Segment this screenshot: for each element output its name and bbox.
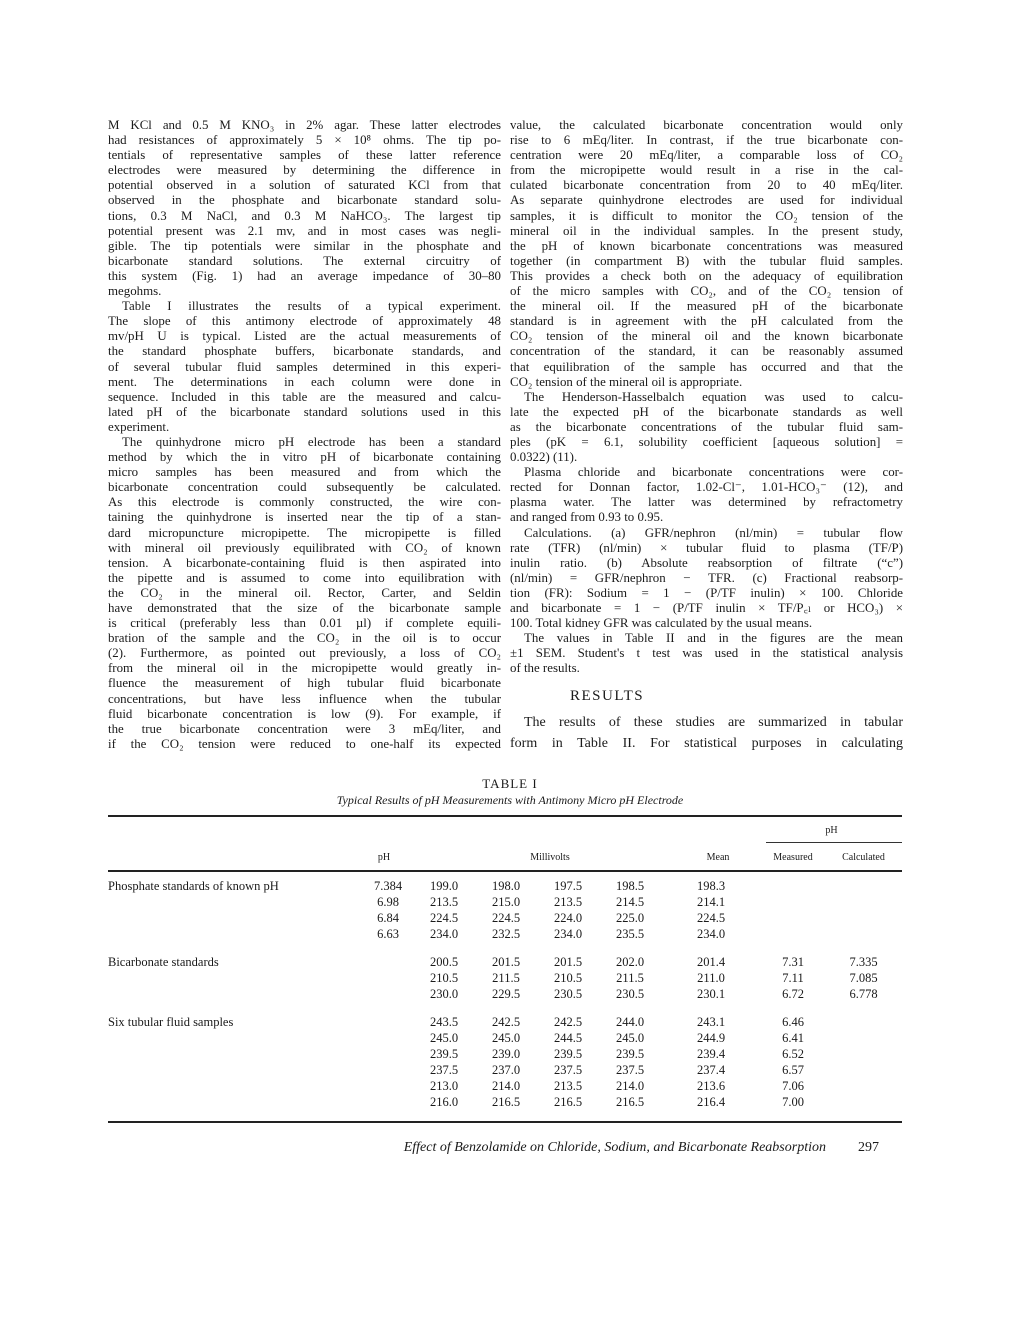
text-line: that equilibration of the sample has occurred and that the [510,359,903,374]
table-row [108,894,902,910]
millivolt-cell: 213.0 [429,1079,459,1093]
text-line: and bicarbonate = 1 − (P/TF inulin × TF/P꜀ₗ or HCO₃) × [510,601,903,615]
text-line: method by which the in vitro pH of bicarbonate containing [108,450,501,465]
calculated-ph-cell [825,1030,902,1046]
header-millivolts: Millivolts [530,852,570,863]
text-line: with mineral oil previously equilibrated with CO₂ of known [108,540,501,555]
spacer-cell [363,1002,413,1014]
group-spacer [108,1002,902,1014]
measured-ph-cell [761,894,825,910]
row-group-label [108,894,363,910]
text-line: experiment. [108,419,170,434]
calculated-ph-cell: 6.778 [849,987,878,1001]
calculated-ph-cell [825,1014,902,1030]
paragraph [108,118,501,299]
millivolt-cell: 200.5 [429,955,459,969]
millivolt-cell: 237.5 [429,1063,459,1077]
header-ph-group: pH [825,825,838,836]
text-line: M KCl and 0.5 M KNO₃ in 2% agar. These latter electrodes [108,118,501,132]
results-heading: RESULTS [570,688,645,704]
calculated-ph-cell [825,1078,902,1094]
millivolt-cell: 216.5 [491,1095,521,1109]
text-line: fluence the measurement of high tubular fluid bicarbonate [108,676,501,691]
millivolt-cell: 237.0 [491,1063,521,1077]
header-mean: Mean [706,852,730,863]
text-line: standard is in agreement with the pH calculated from the [510,314,903,329]
text-line: ples (pK = 6.1, solubility coefficient [aqueous solution] = [510,434,903,449]
text-line: bicarbonate concentration could subsequently be calculated. [108,480,501,495]
millivolt-cell: 244.0 [615,1015,645,1029]
text-line: and ranged from 0.93 to 0.95. [510,510,664,525]
group-spacer [108,942,902,954]
text-line: (nl/min) = GFR/nephron − TFR. (c) Fractional reabsorp- [510,570,903,585]
calculated-ph-cell [825,894,902,910]
millivolt-cell: 243.5 [429,1015,459,1029]
mean-cell: 239.4 [696,1047,726,1061]
text-line: form in Table II. For statistical purposes in calculating [510,736,903,751]
text-line: centration were 20 mEq/liter, a comparable loss of CO₂ [510,148,903,163]
text-line: sequence. Included in this table are the measured and calcu- [108,389,501,404]
measured-ph-cell [761,926,825,942]
spacer-cell [761,1002,825,1014]
table-title: TABLE I [482,776,538,791]
millivolt-cell: 202.0 [615,955,645,969]
measured-ph-cell: 7.31 [782,955,804,969]
text-line: mv/pH U is typical. Listed are the actual measurements of [108,329,501,344]
mean-cell: 243.1 [696,1015,726,1029]
paragraph [510,390,903,465]
mean-cell: 230.1 [696,987,726,1001]
millivolt-cell: 235.5 [615,927,645,941]
table-row [108,970,902,986]
millivolt-cell: 239.5 [429,1047,459,1061]
table-row [108,1094,902,1110]
ph-cell [363,1094,413,1110]
text-line: rate (TFR) (nl/min) × tubular fluid to plasma (TF/P) [510,540,903,555]
text-line: late the expected pH of the bicarbonate standards as well [510,404,903,419]
table-row [108,954,902,970]
millivolt-cell: 210.5 [553,971,583,985]
row-group-label [108,1046,363,1062]
ph-cell [363,1078,413,1094]
row-group-label [108,910,363,926]
header-measured: Measured [773,852,813,863]
text-line: lated pH of the bicarbonate standard solutions used in this [108,404,501,419]
millivolt-cell: 216.0 [429,1095,459,1109]
paragraph [108,299,501,435]
text-line: concentrations, but have less influence when the tubular [108,691,501,706]
spacer-cell [599,1002,661,1014]
text-line: The quinhydrone micro pH electrode has been a standard [122,434,501,449]
ph-cell [363,1046,413,1062]
millivolt-cell: 242.5 [491,1015,521,1029]
text-line: bration of the sample and the CO₂ in the oil is to occur [108,631,501,646]
millivolt-cell: 230.5 [615,987,645,1001]
millivolt-cell: 232.5 [491,927,521,941]
millivolt-cell: 244.5 [553,1031,583,1045]
spacer-cell [108,942,363,954]
text-line: CO₂ tension of the mineral oil and the known bicarbonate [510,329,903,344]
header-calculated: Calculated [842,852,885,863]
text-line: tension. A bicarbonate-containing fluid is then aspirated into [108,555,501,570]
text-line: potential present was 2.1 mv, and in most cases was negli- [108,223,501,238]
mean-cell: 224.5 [696,911,726,925]
row-group-label [108,1062,363,1078]
text-line: The slope of this antimony electrode of approximately 48 [108,314,501,329]
text-line: tentials of representative samples of these latter reference [108,148,501,163]
text-line: bicarbonate standard solutions. The external circuitry of [108,253,501,268]
text-line: The values in Table II and in the figures are the mean [524,631,903,646]
table-row [108,926,902,942]
calculated-ph-cell [825,926,902,942]
ph-cell [363,1062,413,1078]
millivolt-cell: 213.5 [553,1079,583,1093]
table-row [108,1078,902,1094]
text-line: culated bicarbonate concentration from 20 to 40 mEq/liter. [510,178,903,193]
text-line: from the mineral oil in the micropipette would greatly in- [108,661,501,676]
millivolt-cell: 213.5 [553,895,583,909]
header-ph: pH [377,852,391,863]
spacer-cell [475,1002,537,1014]
text-line: plasma water. The latter was determined by refractometry [510,495,903,510]
text-line: of the micro samples with CO₂, and of the CO₂ tension of [510,284,903,299]
row-group-label: Bicarbonate standards [108,955,219,969]
millivolt-cell: 198.5 [615,879,645,893]
text-line: Table I illustrates the results of a typical experiment. [122,299,501,314]
mean-cell: 211.0 [697,971,725,985]
millivolt-cell: 211.5 [492,971,520,985]
text-line: observed in the phosphate and bicarbonate standard solu- [108,193,501,208]
text-line: from the micropipette would result in a rise in the cal- [510,163,903,178]
text-line: value, the calculated bicarbonate concentration would only [510,118,903,132]
ph-cell [363,954,413,970]
table-top-rule [108,815,902,817]
measured-ph-cell: 6.41 [782,1031,804,1045]
text-line: if the CO₂ tension were reduced to one-half its expected [108,736,501,751]
calculated-ph-cell: 7.335 [849,955,878,969]
mean-cell: 237.4 [696,1063,726,1077]
calculated-ph-cell: 7.085 [849,971,878,985]
text-line: Plasma chloride and bicarbonate concentrations were cor- [524,465,903,480]
ph-cell: 7.384 [373,879,403,893]
measured-ph-cell: 7.11 [782,971,804,985]
text-line: As separate quinhydrone electrodes are used for individual [510,193,903,208]
text-line: the standard phosphate buffers, bicarbonate standards, and [108,344,501,359]
mean-cell: 234.0 [696,927,726,941]
text-line: the pipette and is assumed to come into equilibration with [108,570,501,585]
text-line: Calculations. (a) GFR/nephron (nl/min) = tubular flow [524,525,903,540]
millivolt-cell: 229.5 [491,987,521,1001]
left-text-column [108,118,501,752]
right-text-column [510,118,903,676]
text-line: mineral oil in the individual samples. In the present study, [510,223,903,238]
spacer-cell [413,942,475,954]
row-group-label [108,986,363,1002]
text-line: dard micropuncture micropipette. The micropipette is filled [108,525,501,540]
text-line: of the results. [510,661,580,676]
text-line: As this electrode is commonly constructed, the wire con- [108,495,501,510]
paragraph [510,631,903,676]
mean-cell: 201.4 [696,955,726,969]
row-group-label: Phosphate standards of known pH [108,879,279,893]
header-ph-group-rule [766,842,902,843]
millivolt-cell: 197.5 [553,879,583,893]
text-line: the true bicarbonate concentration were 3 mEq/liter, and [108,721,501,736]
row-group-label [108,1094,363,1110]
millivolt-cell: 237.5 [553,1063,583,1077]
spacer-cell [761,942,825,954]
measured-ph-cell: 6.72 [782,987,804,1001]
text-line: electrodes were measured by determining the difference in [108,163,501,178]
ph-cell [363,1030,413,1046]
text-line: The Henderson-Hasselbalch equation was used to calcu- [524,389,903,404]
paragraph [510,526,903,632]
text-line: 0.0322) (11). [510,450,578,465]
table-row [108,1062,902,1078]
millivolt-cell: 224.5 [491,911,521,925]
text-line: samples, it is difficult to monitor the CO₂ tension of the [510,208,903,223]
measured-ph-cell [761,878,825,894]
millivolt-cell: 201.5 [553,955,583,969]
text-line: of several tubular fluid samples determined in this experi- [108,359,501,374]
millivolt-cell: 198.0 [491,879,521,893]
spacer-cell [825,1002,902,1014]
mean-cell: 216.4 [696,1095,726,1109]
table-row [108,1014,902,1030]
text-line: concentration of the standard, it can be reasonably assumed [510,344,903,359]
calculated-ph-cell [825,1094,902,1110]
measured-ph-cell: 6.52 [782,1047,804,1061]
table-subtitle: Typical Results of pH Measurements with Antimony Micro pH Electrode [336,793,684,807]
text-line: this system (Fig. 1) had an average impedance of 30–80 [108,268,501,283]
millivolt-cell: 201.5 [491,955,521,969]
text-line: fluid bicarbonate concentration is low (9). For example, if [108,706,501,721]
spacer-cell [537,942,599,954]
mean-cell: 214.1 [696,895,726,909]
text-line: tions, 0.3 M NaCl, and 0.3 M NaHCO₃. The largest tip [108,208,501,223]
text-line: taining the quinhydrone is inserted near the tip of a stan- [108,510,501,525]
millivolt-cell: 230.0 [429,987,459,1001]
text-line: rected for Donnan factor, 1.02-Cl⁻, 1.01-HCO₃⁻ (12), and [510,480,903,495]
text-line: the mineral oil. If the measured pH of the bicarbonate [510,299,903,314]
ph-cell: 6.84 [377,911,399,925]
ph-cell: 6.98 [377,895,399,909]
millivolt-cell: 214.0 [491,1079,521,1093]
paragraph [108,435,501,752]
millivolt-cell: 224.0 [553,911,583,925]
text-line: inulin ratio. (b) Absolute reabsorption of filtrate (“c”) [510,555,903,570]
text-line: together (in compartment B) with the tubular fluid samples. [510,253,903,268]
paragraph [510,118,903,390]
text-line: have demonstrated that the size of the bicarbonate sample [108,601,501,615]
millivolt-cell: 230.5 [553,987,583,1001]
spacer-cell [661,1002,761,1014]
table-bottom-rule [108,1121,902,1123]
millivolt-cell: 245.0 [615,1031,645,1045]
millivolt-cell: 216.5 [553,1095,583,1109]
results-paragraph [510,712,903,754]
mean-cell: 213.6 [696,1079,726,1093]
calculated-ph-cell [825,910,902,926]
spacer-cell [661,942,761,954]
text-line: (2). Furthermore, as pointed out previously, a loss of CO₂ [108,646,501,661]
table-row [108,878,902,894]
millivolt-cell: 245.0 [491,1031,521,1045]
text-line: the CO₂ in the mineral oil. Rector, Carter, and Seldin [108,585,501,600]
text-line: This provides a check both on the adequacy of equilibration [510,268,903,283]
millivolt-cell: 210.5 [429,971,459,985]
spacer-cell [108,1002,363,1014]
text-line: 100. Total kidney GFR was calculated by the usual means. [510,616,813,631]
text-line: rise to 6 mEq/liter. In contrast, if the true bicarbonate con- [510,133,903,148]
row-group-label [108,970,363,986]
page-number: 297 [858,1140,879,1155]
spacer-cell [475,942,537,954]
millivolt-cell: 234.0 [553,927,583,941]
text-line: ±1 SEM. Student's t test was used in the statistical analysis [510,646,903,661]
text-line: ment. The determinations in each column were done in [108,374,501,389]
text-line: the pH of known bicarbonate concentrations was measured [510,238,903,253]
millivolt-cell: 211.5 [616,971,644,985]
measured-ph-cell: 6.57 [782,1063,804,1077]
row-group-label: Six tubular fluid samples [108,1015,234,1029]
table-header-rule [108,870,902,872]
ph-cell: 6.63 [377,927,399,941]
millivolt-cell: 242.5 [553,1015,583,1029]
text-line: gible. The tip potentials were similar in the phosphate and [108,238,501,253]
table-row [108,1030,902,1046]
millivolt-cell: 215.0 [491,895,521,909]
paragraph [510,465,903,525]
millivolt-cell: 216.5 [615,1095,645,1109]
ph-cell [363,986,413,1002]
text-line: The results of these studies are summarized in tabular [524,715,903,730]
calculated-ph-cell [825,878,902,894]
text-line: potential observed in a solution of saturated KCl from that [108,178,501,193]
mean-cell: 198.3 [696,879,726,893]
millivolt-cell: 234.0 [429,927,459,941]
text-line: micro samples has been measured and from which the [108,465,501,480]
millivolt-cell: 214.5 [615,895,645,909]
millivolt-cell: 213.5 [429,895,459,909]
spacer-cell [363,942,413,954]
row-group-label [108,926,363,942]
spacer-cell [825,942,902,954]
text-line: tion (FR): Sodium = 1 − (P/TF inulin) × 100. Chloride [510,585,903,600]
table-row [108,986,902,1002]
ph-cell [363,970,413,986]
table-row [108,1046,902,1062]
spacer-cell [537,1002,599,1014]
row-group-label [108,1078,363,1094]
millivolt-cell: 239.5 [553,1047,583,1061]
measured-ph-cell: 6.46 [782,1015,804,1029]
millivolt-cell: 225.0 [615,911,645,925]
millivolt-cell: 239.5 [615,1047,645,1061]
measured-ph-cell: 7.06 [782,1079,804,1093]
spacer-cell [413,1002,475,1014]
millivolt-cell: 224.5 [429,911,459,925]
calculated-ph-cell [825,1062,902,1078]
results-table [108,878,902,1110]
running-title: Effect of Benzolamide on Chloride, Sodium, and Bicarbonate Reabsorption [403,1140,826,1155]
text-line: had resistances of approximately 5 × 10⁸ ohms. The tip po- [108,133,501,148]
text-line: as the bicarbonate concentrations of the tubular fluid sam- [510,419,903,434]
millivolt-cell: 237.5 [615,1063,645,1077]
row-group-label [108,1030,363,1046]
spacer-cell [599,942,661,954]
text-line: CO₂ tension of the mineral oil is appropriate. [510,374,743,389]
millivolt-cell: 245.0 [429,1031,459,1045]
ph-cell [363,1014,413,1030]
text-line: megohms. [108,284,162,299]
millivolt-cell: 199.0 [429,879,459,893]
table-row [108,910,902,926]
measured-ph-cell: 7.00 [782,1095,804,1109]
millivolt-cell: 239.0 [491,1047,521,1061]
text-line: is critical (preferably less than 0.01 µl) if complete equili- [108,616,501,631]
calculated-ph-cell [825,1046,902,1062]
measured-ph-cell [761,910,825,926]
millivolt-cell: 214.0 [615,1079,645,1093]
mean-cell: 244.9 [696,1031,726,1045]
